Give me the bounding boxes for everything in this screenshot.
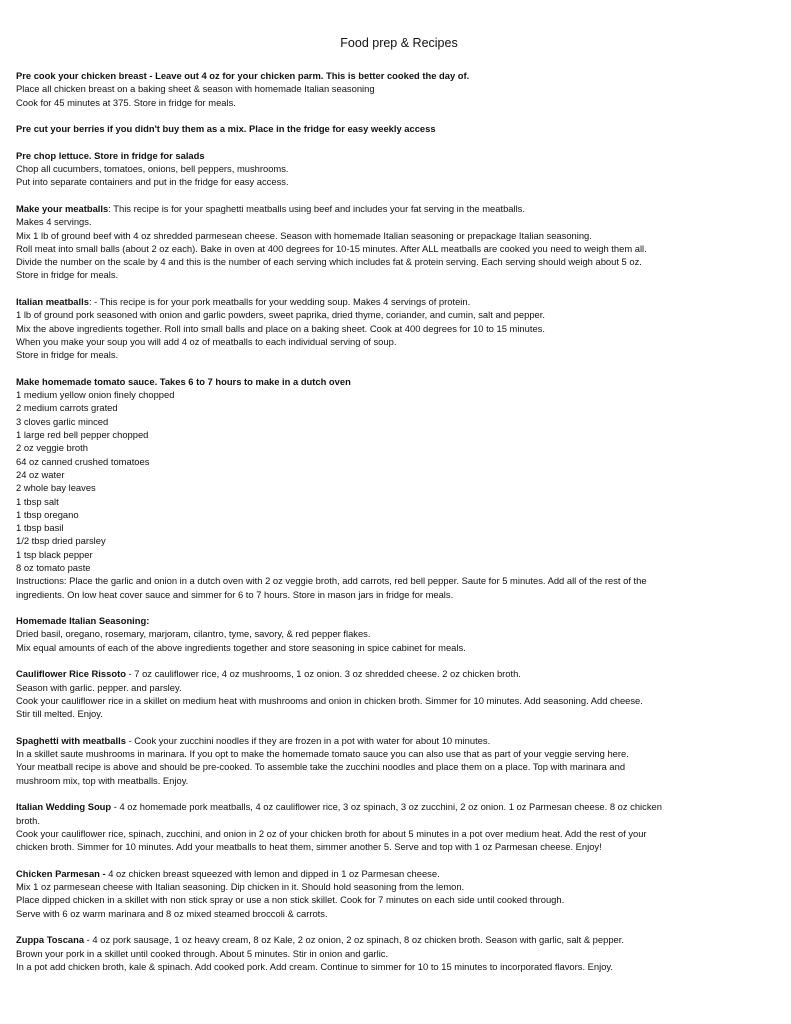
body-text: 1 lb of ground pork seasoned with onion and garlic powders, sweet paprika, dried thyme, coriander, and cumin, salt and pepper.	[16, 309, 545, 321]
section-heading-line	[16, 202, 780, 215]
text-line	[16, 827, 780, 840]
body-text: Serve with 6 oz warm marinara and 8 oz mixed steamed broccoli & carrots.	[16, 907, 328, 919]
body-text: - Cook your zucchini noodles if they are frozen in a pot with water for about 10 minutes.	[125, 734, 491, 746]
text-line	[16, 255, 780, 268]
bold-text: Pre cut your berries if you didn't buy them as a mix. Place in the fridge for easy weekly access	[16, 123, 436, 135]
body-text: Stir till melted. Enjoy.	[16, 708, 103, 720]
body-text: 2 oz veggie broth	[16, 442, 88, 454]
body-text: Mix equal amounts of each of the above ingredients together and store seasoning in spice cabinet for meals.	[16, 641, 466, 653]
body-text: : This recipe is for your spaghetti meatballs using beef and includes your fat serving in the meatballs.	[108, 202, 525, 214]
text-line	[16, 508, 780, 521]
body-text: - 7 oz cauliflower rice, 4 oz mushrooms, 1 oz onion. 3 oz shredded cheese. 2 oz chicken broth.	[125, 668, 521, 680]
body-text: Mix 1 lb of ground beef with 4 oz shredded parmesean cheese. Season with homemade Italian seasoning or prepackage Italian seasoning.	[16, 229, 592, 241]
section-heading-line	[16, 734, 780, 747]
body-text: Cook your cauliflower rice in a skillet on medium heat with mushrooms and onion in chicken broth. Simmer for 10 minutes. Add seasoning. Add cheese.	[16, 694, 643, 706]
text-line	[16, 561, 780, 574]
text-line	[16, 455, 780, 468]
body-text: 3 cloves garlic minced	[16, 415, 109, 427]
body-text: 1 large red bell pepper chopped	[16, 429, 149, 441]
body-text: Place all chicken breast on a baking sheet & season with homemade Italian seasoning	[16, 83, 375, 95]
body-text: 1 tbsp salt	[16, 495, 59, 507]
body-text: Cook your cauliflower rice, spinach, zucchini, and onion in 2 oz of your chicken broth for about 5 minutes in a pot over medium heat. Add the rest of your	[16, 827, 647, 839]
document-page	[16, 36, 780, 986]
body-text: Mix 1 oz parmesean cheese with Italian seasoning. Dip chicken in it. Should hold seasoning from the lemon.	[16, 881, 465, 893]
text-line	[16, 960, 780, 973]
text-line	[16, 694, 780, 707]
body-text: Chop all cucumbers, tomatoes, onions, bell peppers, mushrooms.	[16, 163, 289, 175]
text-line	[16, 348, 780, 361]
body-text: : - This recipe is for your pork meatballs for your wedding soup. Makes 4 servings of protein.	[88, 296, 471, 308]
body-text: 1 tsp black pepper	[16, 548, 93, 560]
text-line	[16, 893, 780, 906]
body-text: chicken broth. Simmer for 10 minutes. Add your meatballs to heat them, simmer another 5. Serve and top with 1 oz Parmesan cheese. Enjoy!	[16, 841, 602, 853]
recipe-section	[16, 614, 780, 654]
text-line	[16, 335, 780, 348]
bold-text: Italian Wedding Soup	[16, 801, 112, 813]
text-line	[16, 268, 780, 281]
bold-text: Make your meatballs	[16, 202, 109, 214]
body-text: 1 tbsp basil	[16, 522, 64, 534]
section-heading-line	[16, 800, 780, 813]
text-line	[16, 627, 780, 640]
text-line	[16, 495, 780, 508]
body-text: Mix the above ingredients together. Roll into small balls and place on a baking sheet. Cook at 400 degrees for 10 to 15 minutes.	[16, 322, 545, 334]
text-line	[16, 774, 780, 787]
body-text: Instructions: Place the garlic and onion in a dutch oven with 2 oz veggie broth, add carrots, red bell pepper. Saute for 5 minutes. Add all of the rest of the	[16, 575, 647, 587]
recipe-section	[16, 149, 780, 189]
text-line	[16, 840, 780, 853]
body-text: In a skillet saute mushrooms in marinara. If you opt to make the homemade tomato sauce you can also use that as part of your veggie serving here.	[16, 748, 629, 760]
body-text: Brown your pork in a skillet until cooked through. About 5 minutes. Stir in onion and garlic.	[16, 947, 389, 959]
section-heading-line	[16, 295, 780, 308]
body-text: Roll meat into small balls (about 2 oz each). Bake in oven at 400 degrees for 10-15 minutes. After ALL meatballs are cooked you need to weigh them all.	[16, 242, 647, 254]
body-text: Store in fridge for meals.	[16, 349, 119, 361]
body-text: 1 tbsp oregano	[16, 508, 79, 520]
text-line	[16, 548, 780, 561]
text-line	[16, 215, 780, 228]
text-line	[16, 814, 780, 827]
body-text: 4 oz chicken breast squeezed with lemon and dipped in 1 oz Parmesan cheese.	[108, 867, 440, 879]
bold-text: Zuppa Toscana	[16, 934, 85, 946]
body-text: - 4 oz pork sausage, 1 oz heavy cream, 8 oz Kale, 2 oz onion, 2 oz spinach, 8 oz chicken broth. Season with garlic, salt & pepper.	[84, 934, 624, 946]
body-text: 2 medium carrots grated	[16, 402, 118, 414]
text-line	[16, 175, 780, 188]
section-heading-line	[16, 122, 780, 135]
section-heading-line	[16, 375, 780, 388]
text-line	[16, 441, 780, 454]
recipe-section	[16, 375, 780, 601]
text-line	[16, 574, 780, 587]
recipe-section	[16, 734, 780, 787]
section-heading-line	[16, 667, 780, 680]
recipe-section	[16, 800, 780, 853]
text-line	[16, 229, 780, 242]
body-text: Dried basil, oregano, rosemary, marjoram, cilantro, tyme, savory, & red pepper flakes.	[16, 628, 371, 640]
text-line	[16, 641, 780, 654]
text-line	[16, 534, 780, 547]
body-text: In a pot add chicken broth, kale & spinach. Add cooked pork. Add cream. Continue to simmer for 10 to 15 minutes to incorporated flavors. Enjoy.	[16, 960, 614, 972]
text-line	[16, 401, 780, 414]
recipe-section	[16, 933, 780, 973]
body-text: 64 oz canned crushed tomatoes	[16, 455, 150, 467]
recipe-section	[16, 667, 780, 720]
text-line	[16, 415, 780, 428]
body-text: 2 whole bay leaves	[16, 482, 96, 494]
body-text: 24 oz water	[16, 468, 65, 480]
body-text: - 4 oz homemade pork meatballs, 4 oz cauliflower rice, 3 oz spinach, 3 oz zucchini, 2 oz onion. 1 oz Parmesan cheese. 8 oz chicken	[111, 801, 662, 813]
text-line	[16, 242, 780, 255]
bold-text: Spaghetti with meatballs	[16, 734, 126, 746]
bold-text: Make homemade tomato sauce. Takes 6 to 7 hours to make in a dutch oven	[16, 375, 351, 387]
body-text: Store in fridge for meals.	[16, 269, 119, 281]
text-line	[16, 481, 780, 494]
section-heading-line	[16, 867, 780, 880]
bold-text: Pre cook your chicken breast - Leave out 4 oz for your chicken parm. This is better cooked the day of.	[16, 70, 470, 81]
text-line	[16, 468, 780, 481]
text-line	[16, 308, 780, 321]
text-line	[16, 880, 780, 893]
body-text: When you make your soup you will add 4 oz of meatballs to each individual serving of soup.	[16, 335, 397, 347]
text-line	[16, 428, 780, 441]
text-line	[16, 162, 780, 175]
document-body	[16, 69, 780, 973]
page-title: Food prep & Recipes	[340, 36, 458, 50]
recipe-section	[16, 122, 780, 135]
text-line	[16, 388, 780, 401]
body-text: Divide the number on the scale by 4 and this is the number of each serving which includes fat & protein serving. Each serving should weigh about 5 oz.	[16, 256, 642, 268]
text-line	[16, 747, 780, 760]
body-text: Cook for 45 minutes at 375. Store in fridge for meals.	[16, 96, 236, 108]
text-line	[16, 947, 780, 960]
text-line	[16, 907, 780, 920]
recipe-section	[16, 202, 780, 282]
bold-text: Homemade Italian Seasoning:	[16, 615, 150, 627]
body-text: Season with garlic. pepper. and parsley.	[16, 681, 182, 693]
text-line	[16, 588, 780, 601]
bold-text: Pre chop lettuce. Store in fridge for salads	[16, 149, 205, 161]
body-text: broth.	[16, 814, 40, 826]
body-text: 1/2 tbsp dried parsley	[16, 535, 106, 547]
text-line	[16, 82, 780, 95]
text-line	[16, 96, 780, 109]
body-text: ingredients. On low heat cover sauce and simmer for 6 to 7 hours. Store in mason jars in fridge for meals.	[16, 588, 454, 600]
body-text: 8 oz tomato paste	[16, 561, 91, 573]
text-line	[16, 707, 780, 720]
bold-text: Chicken Parmesan -	[16, 867, 109, 879]
recipe-section	[16, 867, 780, 920]
body-text: Put into separate containers and put in the fridge for easy access.	[16, 176, 289, 188]
body-text: Place dipped chicken in a skillet with non stick spray or use a non stick skillet. Cook for 7 minutes on each side until cooked through.	[16, 894, 565, 906]
recipe-section	[16, 295, 780, 361]
body-text: Your meatball recipe is above and should be pre-cooked. To assemble take the zucchini noodles and place them on a place. Top with marinara and	[16, 761, 626, 773]
bold-text: Cauliflower Rice Rissoto	[16, 668, 126, 680]
recipe-section	[16, 69, 780, 109]
body-text: 1 medium yellow onion finely chopped	[16, 389, 175, 401]
bold-text: Italian meatballs	[16, 296, 89, 308]
section-heading-line	[16, 614, 780, 627]
text-line	[16, 322, 780, 335]
text-line	[16, 681, 780, 694]
section-heading-line	[16, 149, 780, 162]
section-heading-line	[16, 69, 780, 82]
body-text: mushroom mix, top with meatballs. Enjoy.	[16, 774, 189, 786]
body-text: Makes 4 servings.	[16, 216, 92, 228]
text-line	[16, 521, 780, 534]
text-line	[16, 760, 780, 773]
section-heading-line	[16, 933, 780, 946]
